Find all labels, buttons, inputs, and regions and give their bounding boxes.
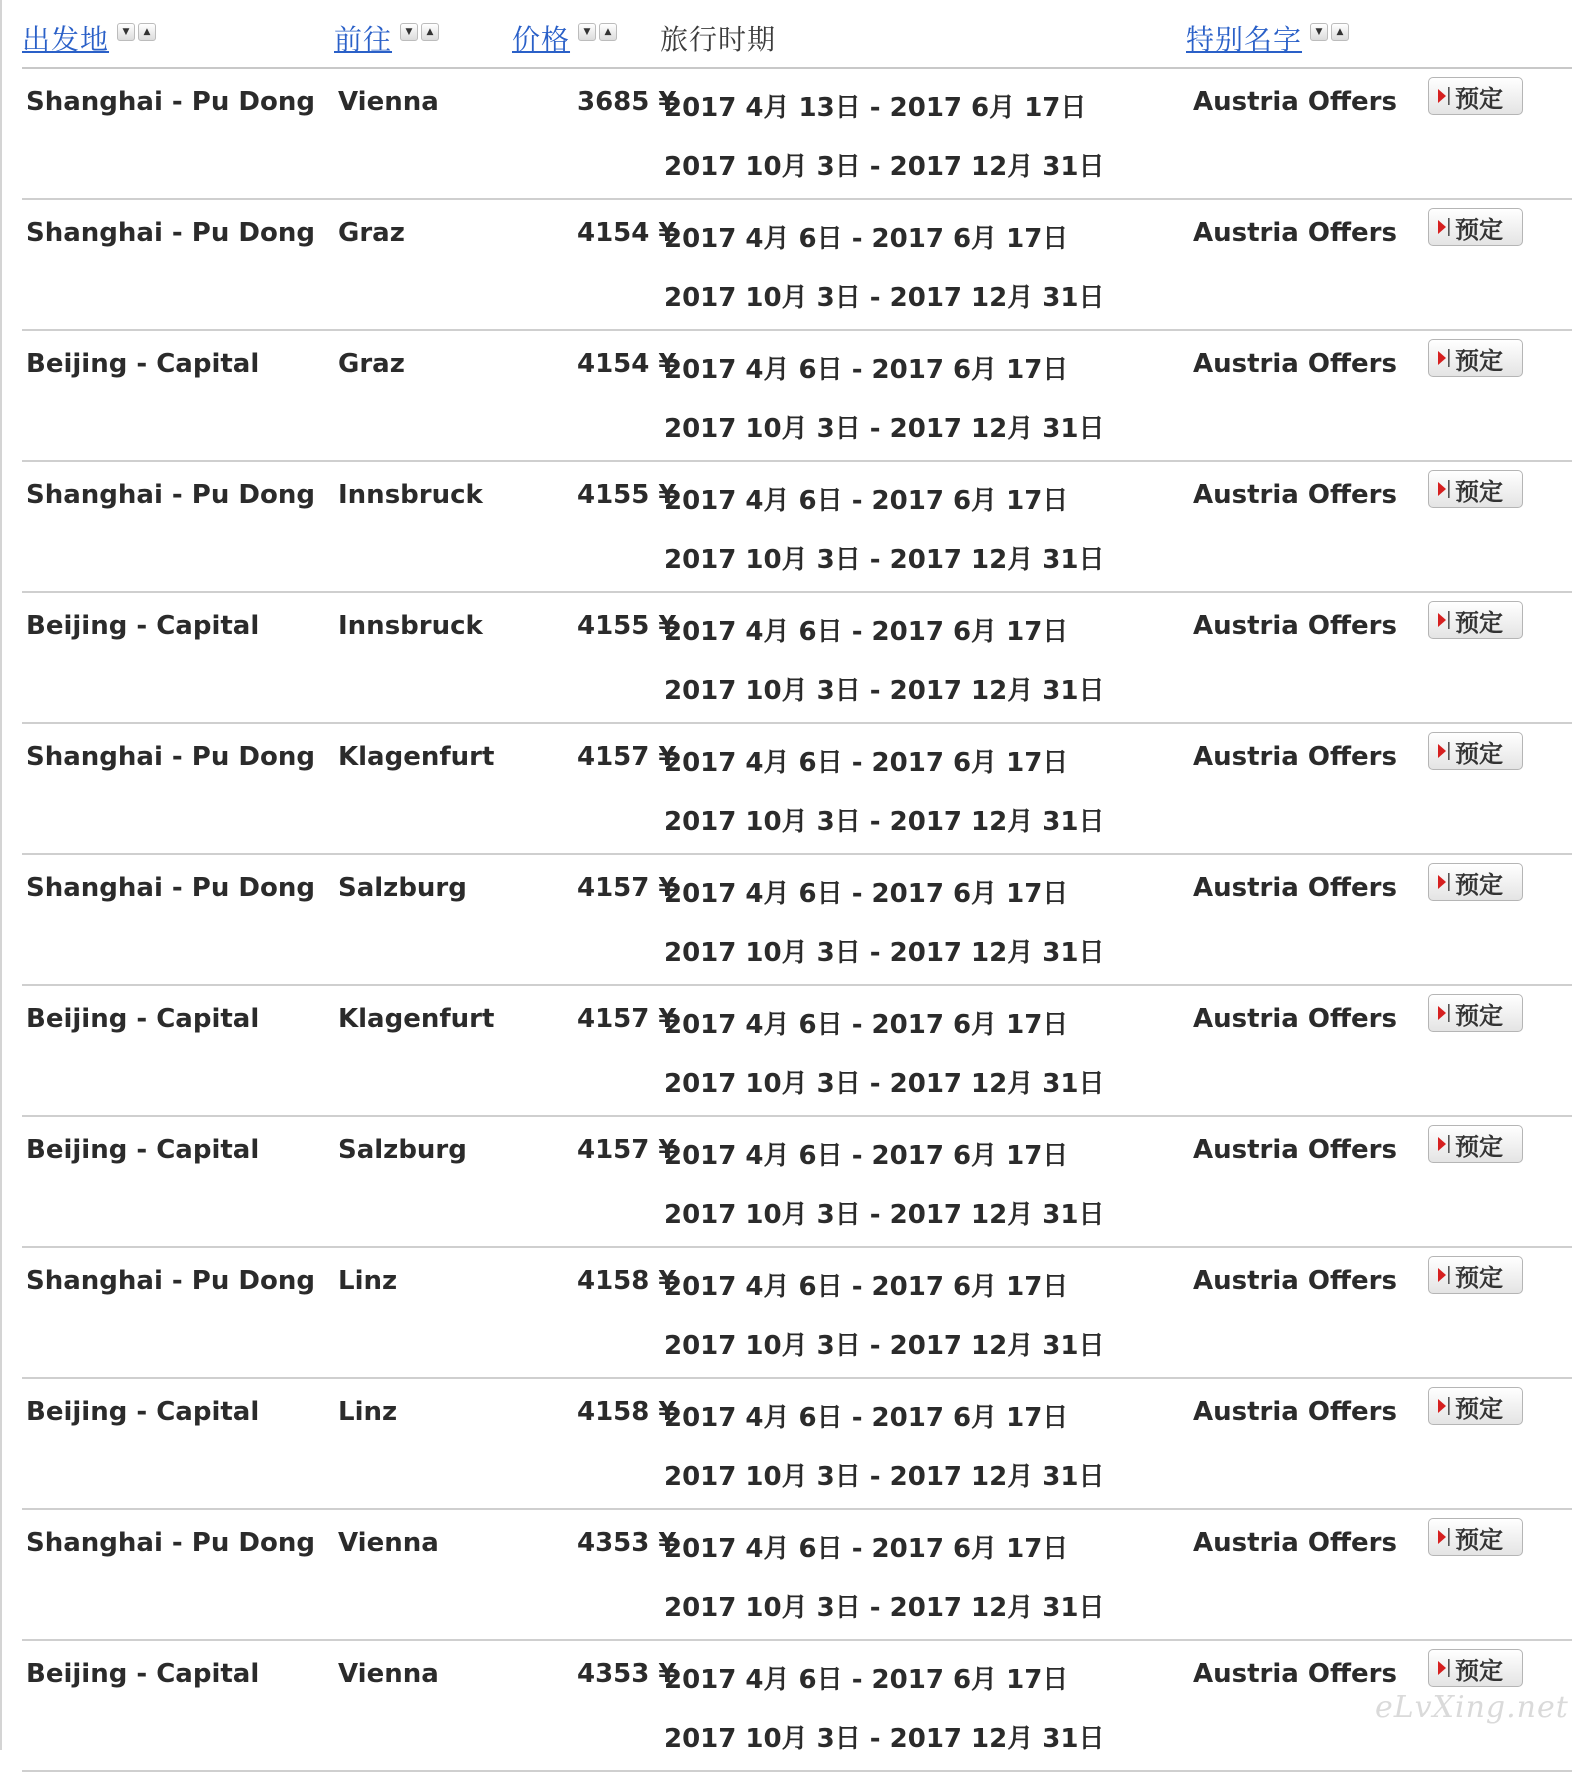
travel-period-2: 2017 10月 3日 - 2017 12月 31日: [664, 545, 1105, 575]
header-price: [512, 18, 617, 58]
sort-descending-icon[interactable]: ▼: [117, 23, 135, 41]
book-label: 预定: [1455, 1132, 1503, 1161]
travel-period-2: 2017 10月 3日 - 2017 12月 31日: [664, 1724, 1105, 1754]
destination-cell: Linz: [338, 1397, 398, 1427]
sort-ascending-icon[interactable]: ▲: [421, 23, 439, 41]
destination-cell: Graz: [338, 349, 405, 379]
book-label: 预定: [1455, 346, 1503, 375]
sort-ascending-icon[interactable]: ▲: [1331, 23, 1349, 41]
book-button[interactable]: [1428, 1125, 1523, 1163]
header-destination: [334, 18, 439, 58]
book-button[interactable]: [1428, 601, 1523, 639]
price-cell: 4155 ¥: [577, 611, 677, 641]
special-name-cell: Austria Offers: [1193, 742, 1397, 772]
travel-period-1: 2017 4月 6日 - 2017 6月 17日: [664, 617, 1069, 647]
price-cell: 4154 ¥: [577, 218, 677, 248]
travel-period-1: 2017 4月 6日 - 2017 6月 17日: [664, 1665, 1069, 1695]
special-name-cell: Austria Offers: [1193, 1004, 1397, 1034]
destination-cell: Salzburg: [338, 1135, 467, 1165]
origin-cell: Shanghai - Pu Dong: [26, 1528, 315, 1558]
book-button[interactable]: [1428, 1256, 1523, 1294]
sort-descending-icon[interactable]: ▼: [578, 23, 596, 41]
travel-period-2: 2017 10月 3日 - 2017 12月 31日: [664, 1462, 1105, 1492]
book-label: 预定: [1455, 1263, 1503, 1292]
origin-cell: Shanghai - Pu Dong: [26, 87, 315, 117]
origin-cell: Beijing - Capital: [26, 349, 260, 379]
origin-cell: Beijing - Capital: [26, 611, 260, 641]
book-button[interactable]: [1428, 863, 1523, 901]
book-label: 预定: [1455, 215, 1503, 244]
book-button[interactable]: [1428, 1518, 1523, 1556]
special-name-sort-controls: [1310, 23, 1349, 41]
special-name-sort-link[interactable]: 特别名字: [1186, 23, 1303, 56]
price-cell: 4353 ¥: [577, 1659, 677, 1689]
origin-cell: Beijing - Capital: [26, 1659, 260, 1689]
sort-ascending-icon[interactable]: ▲: [599, 23, 617, 41]
special-name-cell: Austria Offers: [1193, 87, 1397, 117]
destination-cell: Klagenfurt: [338, 1004, 495, 1034]
destination-sort-link[interactable]: 前往: [334, 23, 393, 56]
price-cell: 4157 ¥: [577, 873, 677, 903]
price-sort-link[interactable]: 价格: [512, 23, 571, 56]
play-arrow-icon: [1437, 741, 1451, 761]
special-name-cell: Austria Offers: [1193, 349, 1397, 379]
origin-cell: Shanghai - Pu Dong: [26, 1266, 315, 1296]
price-cell: 4158 ¥: [577, 1397, 677, 1427]
destination-cell: Innsbruck: [338, 480, 483, 510]
destination-cell: Graz: [338, 218, 405, 248]
destination-cell: Vienna: [338, 87, 439, 117]
travel-period-1: 2017 4月 6日 - 2017 6月 17日: [664, 879, 1069, 909]
book-label: 预定: [1455, 1394, 1503, 1423]
travel-period-1: 2017 4月 6日 - 2017 6月 17日: [664, 1534, 1069, 1564]
travel-period-1: 2017 4月 6日 - 2017 6月 17日: [664, 224, 1069, 254]
destination-cell: Innsbruck: [338, 611, 483, 641]
travel-period-2: 2017 10月 3日 - 2017 12月 31日: [664, 938, 1105, 968]
table-row: [22, 1248, 1572, 1379]
play-arrow-icon: [1437, 1134, 1451, 1154]
book-label: 预定: [1455, 608, 1503, 637]
special-name-cell: Austria Offers: [1193, 1397, 1397, 1427]
book-button[interactable]: [1428, 339, 1523, 377]
special-name-cell: Austria Offers: [1193, 1659, 1397, 1689]
table-row: [22, 724, 1572, 855]
book-button[interactable]: [1428, 1649, 1523, 1687]
origin-cell: Shanghai - Pu Dong: [26, 742, 315, 772]
book-button[interactable]: [1428, 994, 1523, 1032]
travel-period-2: 2017 10月 3日 - 2017 12月 31日: [664, 807, 1105, 837]
table-row: [22, 855, 1572, 986]
play-arrow-icon: [1437, 610, 1451, 630]
price-cell: 4157 ¥: [577, 1135, 677, 1165]
table-row: [22, 200, 1572, 331]
book-label: 预定: [1455, 1656, 1503, 1685]
travel-period-2: 2017 10月 3日 - 2017 12月 31日: [664, 152, 1105, 182]
table-row: [22, 1641, 1572, 1772]
table-row: [22, 69, 1572, 200]
table-row: [22, 1117, 1572, 1248]
travel-period-1: 2017 4月 6日 - 2017 6月 17日: [664, 355, 1069, 385]
offers-table: [22, 0, 1572, 1772]
price-cell: 4157 ¥: [577, 1004, 677, 1034]
origin-cell: Beijing - Capital: [26, 1397, 260, 1427]
play-arrow-icon: [1437, 1658, 1451, 1678]
travel-period-2: 2017 10月 3日 - 2017 12月 31日: [664, 283, 1105, 313]
travel-period-1: 2017 4月 6日 - 2017 6月 17日: [664, 1010, 1069, 1040]
special-name-cell: Austria Offers: [1193, 218, 1397, 248]
book-button[interactable]: [1428, 732, 1523, 770]
price-cell: 4158 ¥: [577, 1266, 677, 1296]
table-row: [22, 1510, 1572, 1641]
book-label: 预定: [1455, 739, 1503, 768]
destination-cell: Salzburg: [338, 873, 467, 903]
table-row: [22, 1379, 1572, 1510]
table-body: [22, 69, 1572, 1772]
play-arrow-icon: [1437, 479, 1451, 499]
travel-period-1: 2017 4月 13日 - 2017 6月 17日: [664, 93, 1087, 123]
travel-period-2: 2017 10月 3日 - 2017 12月 31日: [664, 1200, 1105, 1230]
origin-cell: Beijing - Capital: [26, 1135, 260, 1165]
header-origin: [22, 18, 156, 58]
price-cell: 3685 ¥: [577, 87, 677, 117]
travel-period-1: 2017 4月 6日 - 2017 6月 17日: [664, 486, 1069, 516]
book-label: 预定: [1455, 1525, 1503, 1554]
play-arrow-icon: [1437, 217, 1451, 237]
table-header: [22, 0, 1572, 69]
play-arrow-icon: [1437, 1265, 1451, 1285]
destination-sort-controls: [400, 23, 439, 41]
watermark: eLvXing.net: [1375, 1690, 1569, 1725]
destination-cell: Vienna: [338, 1659, 439, 1689]
play-arrow-icon: [1437, 1396, 1451, 1416]
origin-cell: Shanghai - Pu Dong: [26, 218, 315, 248]
travel-period-1: 2017 4月 6日 - 2017 6月 17日: [664, 1141, 1069, 1171]
destination-cell: Vienna: [338, 1528, 439, 1558]
book-button[interactable]: [1428, 470, 1523, 508]
origin-sort-controls: [117, 23, 156, 41]
play-arrow-icon: [1437, 1003, 1451, 1023]
travel-period-2: 2017 10月 3日 - 2017 12月 31日: [664, 1069, 1105, 1099]
price-cell: 4157 ¥: [577, 742, 677, 772]
left-border: [0, 0, 2, 1750]
origin-cell: Shanghai - Pu Dong: [26, 873, 315, 903]
sort-descending-icon[interactable]: ▼: [400, 23, 418, 41]
play-arrow-icon: [1437, 872, 1451, 892]
special-name-cell: Austria Offers: [1193, 1528, 1397, 1558]
play-arrow-icon: [1437, 348, 1451, 368]
header-special-name: [1186, 18, 1349, 58]
table-row: [22, 331, 1572, 462]
travel-period-2: 2017 10月 3日 - 2017 12月 31日: [664, 1593, 1105, 1623]
travel-period-2: 2017 10月 3日 - 2017 12月 31日: [664, 414, 1105, 444]
travel-period-2: 2017 10月 3日 - 2017 12月 31日: [664, 1331, 1105, 1361]
book-label: 预定: [1455, 477, 1503, 506]
book-button[interactable]: [1428, 1387, 1523, 1425]
travel-period-2: 2017 10月 3日 - 2017 12月 31日: [664, 676, 1105, 706]
price-cell: 4353 ¥: [577, 1528, 677, 1558]
price-sort-controls: [578, 23, 617, 41]
book-button[interactable]: [1428, 77, 1523, 115]
price-cell: 4155 ¥: [577, 480, 677, 510]
book-label: 预定: [1455, 870, 1503, 899]
table-row: [22, 986, 1572, 1117]
book-label: 预定: [1455, 84, 1503, 113]
special-name-cell: Austria Offers: [1193, 1135, 1397, 1165]
play-arrow-icon: [1437, 1527, 1451, 1547]
destination-cell: Klagenfurt: [338, 742, 495, 772]
table-row: [22, 593, 1572, 724]
destination-cell: Linz: [338, 1266, 398, 1296]
origin-sort-link[interactable]: 出发地: [22, 23, 110, 56]
special-name-cell: Austria Offers: [1193, 480, 1397, 510]
header-travel-period: [660, 18, 776, 58]
travel-period-1: 2017 4月 6日 - 2017 6月 17日: [664, 1403, 1069, 1433]
book-label: 预定: [1455, 1001, 1503, 1030]
special-name-cell: Austria Offers: [1193, 1266, 1397, 1296]
special-name-cell: Austria Offers: [1193, 873, 1397, 903]
travel-period-1: 2017 4月 6日 - 2017 6月 17日: [664, 748, 1069, 778]
origin-cell: Beijing - Capital: [26, 1004, 260, 1034]
special-name-cell: Austria Offers: [1193, 611, 1397, 641]
travel-period-label: 旅行时期: [660, 23, 777, 56]
price-cell: 4154 ¥: [577, 349, 677, 379]
table-row: [22, 462, 1572, 593]
sort-ascending-icon[interactable]: ▲: [138, 23, 156, 41]
play-arrow-icon: [1437, 86, 1451, 106]
origin-cell: Shanghai - Pu Dong: [26, 480, 315, 510]
travel-period-1: 2017 4月 6日 - 2017 6月 17日: [664, 1272, 1069, 1302]
book-button[interactable]: [1428, 208, 1523, 246]
sort-descending-icon[interactable]: ▼: [1310, 23, 1328, 41]
